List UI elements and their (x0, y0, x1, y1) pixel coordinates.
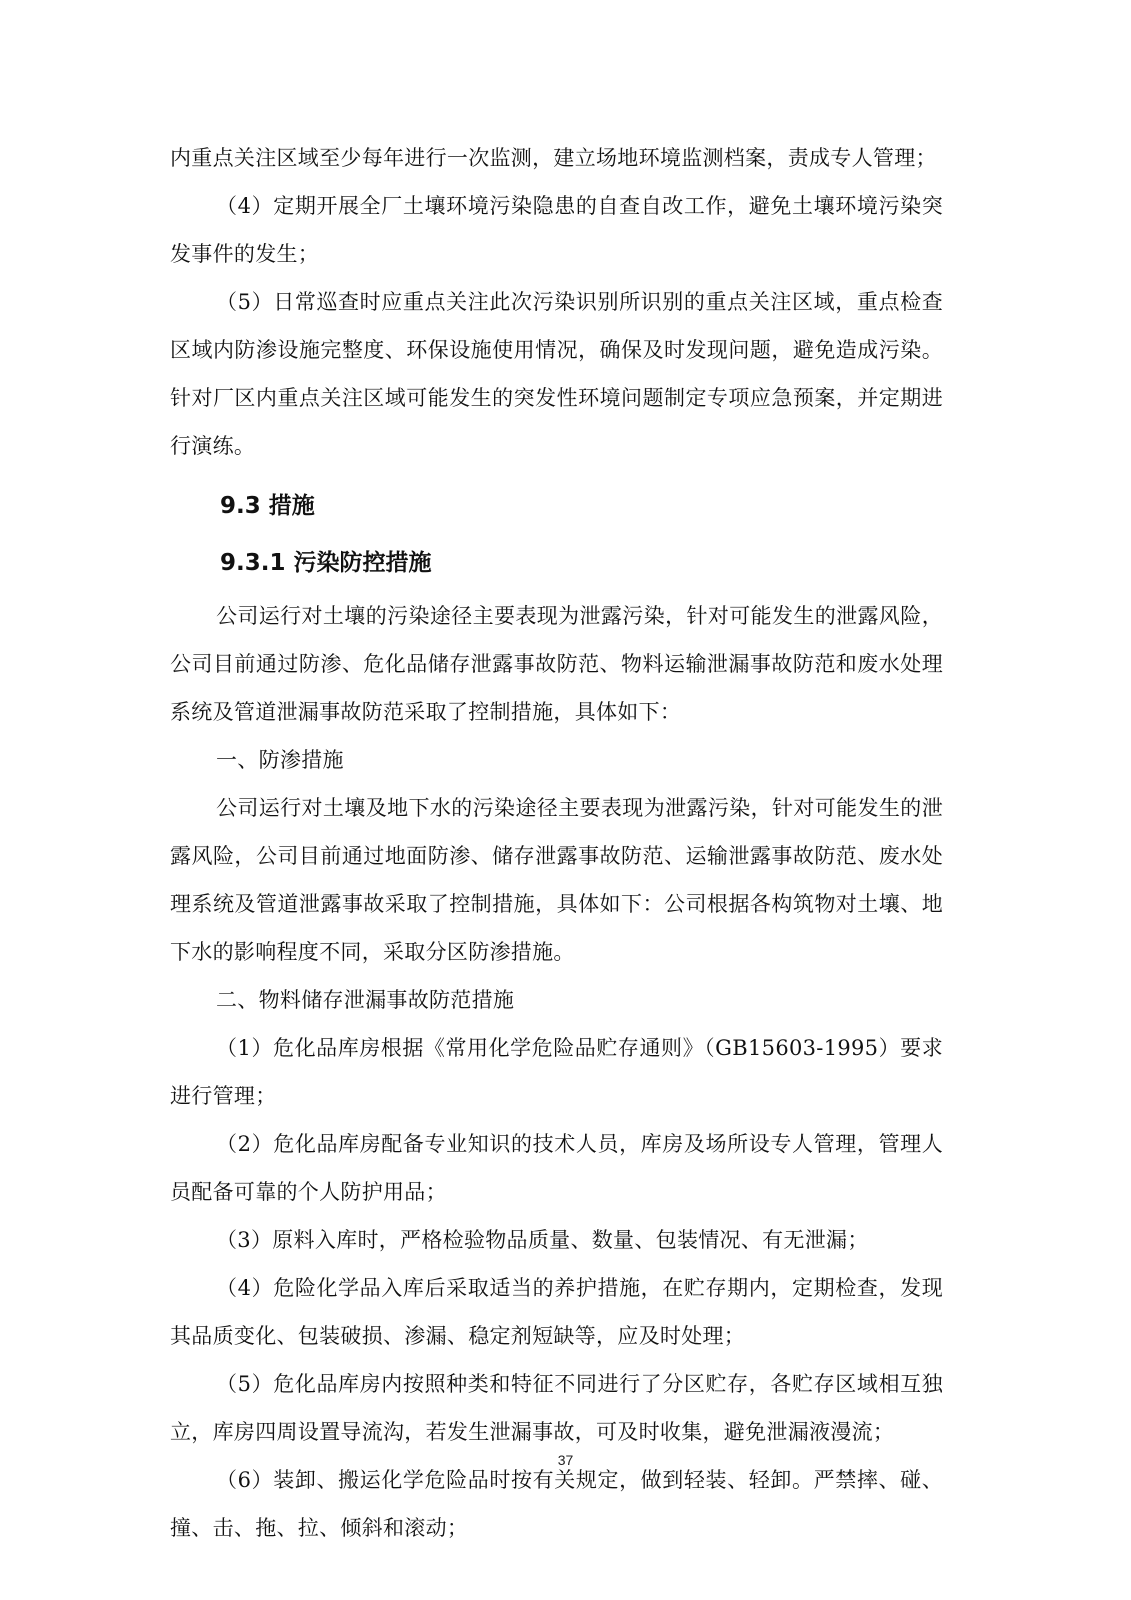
list-item-6: （6）装卸、搬运化学危险品时按有关规定，做到轻装、轻卸。严禁摔、碰、撞、击、拖、拉、倾斜和滚动； (170, 1468, 943, 1540)
section-heading-9-3: 9.3 措施 (220, 493, 315, 519)
paragraph-anti-seepage: 公司运行对土壤及地下水的污染途径主要表现为泄露污染，针对可能发生的泄露风险，公司目前通过地面防渗、储存泄露事故防范、运输泄露事故防范、废水处理系统及管道泄露事故采取了控制措施，具体如下：公司根据各构筑物对土壤、地下水的影响程度不同，采取分区防渗措施。 (170, 796, 943, 964)
list-item-3: （3）原料入库时，严格检验物品质量、数量、包装情况、有无泄漏； (216, 1228, 869, 1252)
paragraph-item-5: （5）日常巡查时应重点关注此次污染识别所识别的重点关注区域，重点检查区域内防渗设施完整度、环保设施使用情况，确保及时发现问题，避免造成污染。针对厂区内重点关注区域可能发生的突发性环境问题制定专项应急预案，并定期进行演练。 (170, 290, 943, 458)
list-item-4: （4）危险化学品入库后采取适当的养护措施，在贮存期内，定期检查，发现其品质变化、包装破损、渗漏、稳定剂短缺等，应及时处理； (170, 1276, 943, 1348)
list-item-2: （2）危化品库房配备专业知识的技术人员，库房及场所设专人管理，管理人员配备可靠的个人防护用品； (170, 1132, 943, 1204)
paragraph-intro: 公司运行对土壤的污染途径主要表现为泄露污染，针对可能发生的泄露风险，公司目前通过防渗、危化品储存泄露事故防范、物料运输泄漏事故防范和废水处理系统及管道泄漏事故防范采取了控制措施，具体如下： (170, 604, 943, 724)
page-content (170, 134, 943, 1552)
section-heading-9-3-1: 9.3.1 污染防控措施 (220, 550, 432, 576)
paragraph-item-4: （4）定期开展全厂土壤环境污染隐患的自查自改工作，避免土壤环境污染突发事件的发生； (170, 194, 943, 266)
list-item-5: （5）危化品库房内按照种类和特征不同进行了分区贮存，各贮存区域相互独立，库房四周设置导流沟，若发生泄漏事故，可及时收集，避免泄漏液漫流； (170, 1372, 943, 1444)
subheading-anti-seepage: 一、防渗措施 (216, 748, 344, 772)
subheading-storage-prevention: 二、物料储存泄漏事故防范措施 (216, 988, 515, 1012)
list-item-1: （1）危化品库房根据《常用化学危险品贮存通则》（GB15603-1995）要求进行管理； (170, 1036, 943, 1108)
page-number: 37 (557, 1452, 574, 1468)
paragraph-continuation: 内重点关注区域至少每年进行一次监测，建立场地环境监测档案，责成专人管理； (170, 146, 937, 170)
